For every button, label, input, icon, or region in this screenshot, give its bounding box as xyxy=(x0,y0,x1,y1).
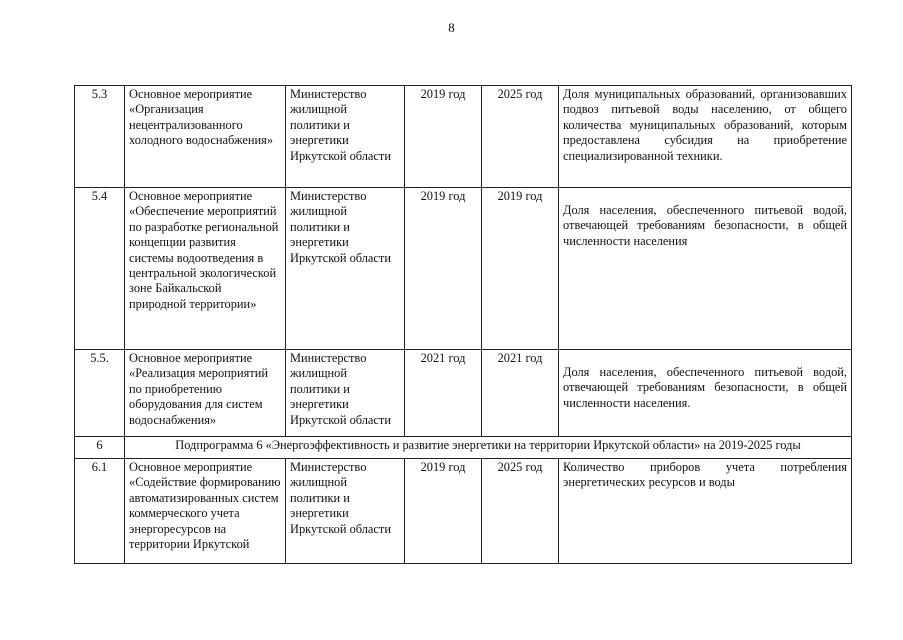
indicator-text: Доля населения, обеспеченного питьевой водой, отвечающей требованиям безопасности, в общей численности населения xyxy=(563,203,847,248)
indicator-text: Количество приборов учета потребления энергетических ресурсов и воды xyxy=(563,460,847,490)
end-year: 2019 год xyxy=(482,188,559,350)
measure-name: Основное мероприятие «Обеспечение мероприятий по разработке региональной концепции развития системы водоотведения в центральной экологической зоне Байкальской природной территории» xyxy=(125,188,286,350)
measures-table xyxy=(74,85,852,564)
row-number: 5.3 xyxy=(75,86,125,188)
start-year: 2019 год xyxy=(405,459,482,564)
table-row xyxy=(75,459,852,564)
measure-name: Основное мероприятие «Организация нецентрализованного холодного водоснабжения» xyxy=(125,86,286,188)
measure-name: Основное мероприятие «Содействие формированию автоматизированных систем коммерческого учета энергоресурсов на территории Иркутской xyxy=(125,459,286,564)
start-year: 2021 год xyxy=(405,350,482,437)
indicator xyxy=(559,350,852,437)
executor: Министерство жилищной политики и энергетики Иркутской области xyxy=(286,86,405,188)
row-number: 6.1 xyxy=(75,459,125,564)
executor: Министерство жилищной политики и энергетики Иркутской области xyxy=(286,188,405,350)
table-row xyxy=(75,86,852,188)
start-year: 2019 год xyxy=(405,188,482,350)
indicator-text: Доля населения, обеспеченного питьевой водой, отвечающей требованиям безопасности, в общей численности населения. xyxy=(563,365,847,410)
indicator xyxy=(559,459,852,564)
row-number: 5.4 xyxy=(75,188,125,350)
page-number: 8 xyxy=(448,20,455,35)
executor: Министерство жилищной политики и энергетики Иркутской области xyxy=(286,459,405,564)
measure-name: Основное мероприятие «Реализация мероприятий по приобретению оборудования для систем водоснабжения» xyxy=(125,350,286,437)
row-number: 5.5. xyxy=(75,350,125,437)
indicator xyxy=(559,188,852,350)
table-row xyxy=(75,350,852,437)
table-row xyxy=(75,188,852,350)
end-year: 2025 год xyxy=(482,86,559,188)
subprogram-title: Подпрограмма 6 «Энергоэффективность и развитие энергетики на территории Иркутской области» на 2019-2025 годы xyxy=(125,437,852,459)
start-year: 2019 год xyxy=(405,86,482,188)
indicator-text: Доля муниципальных образований, организовавших подвоз питьевой воды населению, от общего количества муниципальных образований, которым предоставлена субсидия на приобретение специализированной техники. xyxy=(563,87,847,163)
subprogram-number: 6 xyxy=(75,437,125,459)
indicator xyxy=(559,86,852,188)
subprogram-row xyxy=(75,437,852,459)
end-year: 2021 год xyxy=(482,350,559,437)
end-year: 2025 год xyxy=(482,459,559,564)
executor: Министерство жилищной политики и энергетики Иркутской области xyxy=(286,350,405,437)
